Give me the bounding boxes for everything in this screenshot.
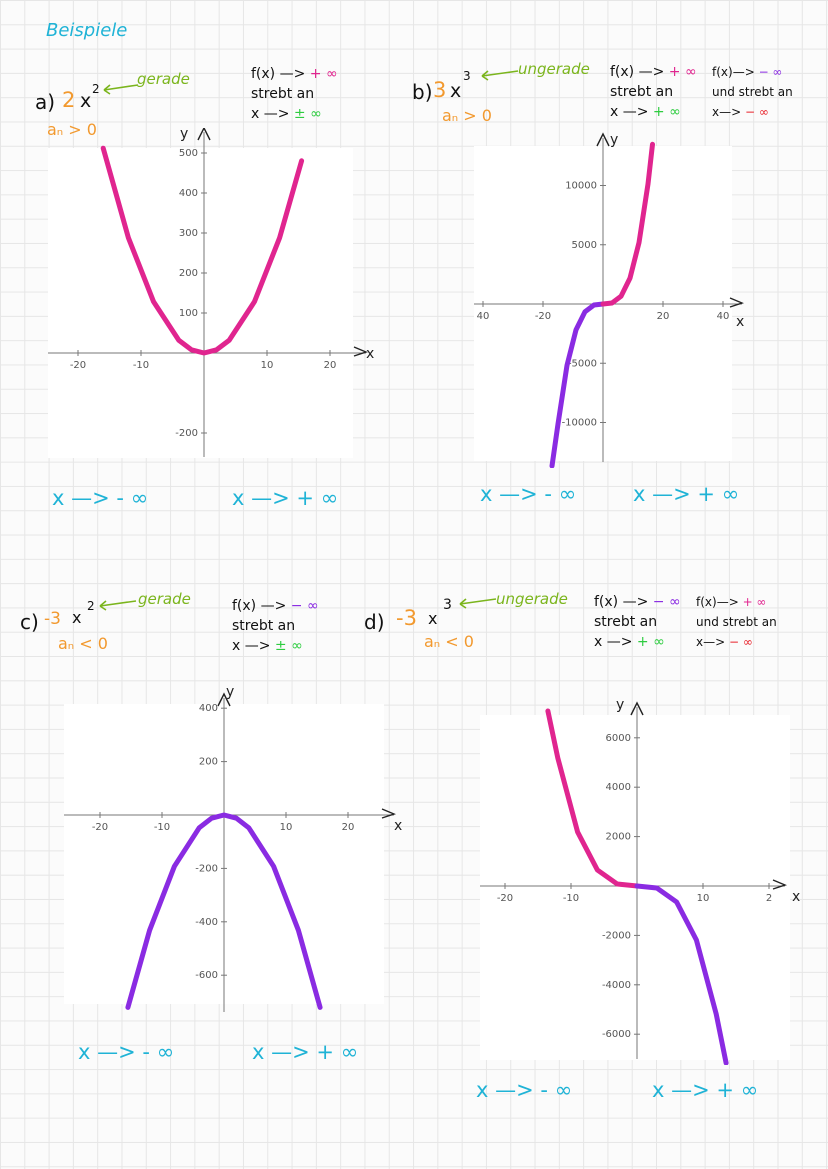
y-tick-label: -200	[195, 863, 218, 875]
note-value: + ∞	[652, 104, 681, 120]
y-tick-label: -2000	[601, 930, 631, 942]
exponent: 3	[463, 69, 471, 83]
y-tick-label: 200	[178, 268, 198, 279]
y-tick-label: 300	[178, 228, 198, 239]
y-tick-label: 6000	[605, 732, 631, 744]
exponent: 3	[443, 597, 452, 613]
y-tick-label: -5000	[567, 358, 597, 370]
limit-left: x —> - ∞	[480, 482, 577, 506]
note-line3: x —>	[610, 104, 653, 120]
parity-label: ungerade	[496, 590, 568, 608]
note-line2: und strebt an	[696, 615, 777, 629]
x-tick-label: 10	[696, 893, 710, 904]
note-value: − ∞	[652, 594, 681, 610]
note-line3: x —>	[594, 634, 637, 650]
coefficient: -3	[44, 609, 61, 629]
y-axis-name: y	[226, 684, 235, 700]
note-value: − ∞	[290, 598, 319, 614]
note-line1: f(x) —>	[251, 66, 310, 82]
example-label: a)	[35, 90, 56, 114]
behaviour-note	[610, 62, 697, 122]
limit-left: x —> - ∞	[52, 486, 149, 510]
note-value: ± ∞	[274, 638, 303, 654]
arrow-icon	[96, 596, 138, 612]
parity-label: gerade	[138, 590, 191, 608]
note-line2: und strebt an	[712, 85, 793, 99]
x-tick-label: 20	[341, 822, 355, 833]
parity-label: ungerade	[518, 60, 590, 78]
note-line1: f(x) —>	[610, 64, 669, 80]
limit-left: x —> - ∞	[476, 1078, 573, 1102]
leading-coefficient-sign: aₙ < 0	[424, 632, 474, 651]
note-line1: f(x) —>	[594, 594, 653, 610]
coefficient: 3	[433, 78, 447, 102]
x-axis-name: x	[366, 346, 375, 362]
limit-right: x —> + ∞	[252, 1040, 359, 1064]
note-value: + ∞	[309, 66, 338, 82]
x-tick-label: -10	[132, 360, 150, 371]
note-value: − ∞	[758, 65, 783, 79]
y-tick-label: -600	[195, 970, 218, 982]
note-line3: x—>	[696, 635, 729, 649]
note-line2: strebt an	[610, 84, 674, 100]
note-line3: x—>	[712, 105, 745, 119]
variable: x	[428, 609, 438, 628]
x-tick-label: 40	[716, 311, 730, 322]
y-tick-label: -400	[195, 916, 218, 928]
y-axis-name: y	[616, 697, 625, 713]
y-tick-label: 4000	[605, 782, 631, 794]
x-axis-arrow-icon	[354, 347, 366, 356]
x-tick-label: -20	[69, 360, 87, 371]
exponent: 2	[87, 599, 95, 613]
note-value: − ∞	[728, 635, 753, 649]
x-axis-name: x	[792, 889, 801, 905]
note-line1: f(x)—>	[696, 595, 743, 609]
variable: x	[72, 608, 82, 627]
note-line3: x —>	[232, 638, 275, 654]
y-tick-label: 200	[198, 756, 218, 768]
y-tick-label: -6000	[601, 1029, 631, 1041]
behaviour-note	[594, 592, 681, 652]
note-value: + ∞	[742, 595, 767, 609]
note-value: ± ∞	[293, 106, 322, 122]
plot-d	[480, 695, 810, 1065]
variable: x	[80, 90, 92, 112]
y-tick-label: -10000	[561, 417, 597, 429]
behaviour-note	[251, 64, 338, 124]
x-tick-label: -20	[534, 311, 552, 322]
note-line2: strebt an	[251, 86, 315, 102]
x-tick-label: -10	[153, 822, 171, 833]
x-tick-label: 40	[476, 311, 490, 322]
y-tick-label: 5000	[571, 239, 597, 251]
y-tick-label: -4000	[601, 979, 631, 991]
coefficient: -3	[396, 606, 417, 630]
x-tick-label: 2	[765, 893, 773, 904]
note-line1: f(x) —>	[232, 598, 291, 614]
plot-c	[64, 684, 412, 1018]
y-tick-label: 10000	[565, 180, 597, 192]
limit-right: x —> + ∞	[232, 486, 339, 510]
exponent: 2	[92, 82, 100, 96]
behaviour-note	[712, 62, 793, 122]
y-axis-name: y	[180, 128, 189, 142]
x-tick-label: 10	[260, 360, 274, 371]
y-tick-label: 400	[198, 703, 218, 715]
variable: x	[450, 80, 462, 102]
y-tick-label: 400	[178, 188, 198, 199]
leading-coefficient-sign: aₙ < 0	[58, 634, 108, 653]
behaviour-note	[696, 592, 777, 652]
note-line2: strebt an	[232, 618, 296, 634]
limit-left: x —> - ∞	[78, 1040, 175, 1064]
plot-area	[48, 148, 353, 458]
y-tick-label: 2000	[605, 831, 631, 843]
note-value: + ∞	[636, 634, 665, 650]
coefficient: 2	[62, 88, 76, 112]
x-tick-label: 20	[323, 360, 337, 371]
example-label: c)	[20, 610, 39, 634]
parity-label: gerade	[137, 70, 190, 88]
note-value: + ∞	[668, 64, 697, 80]
arrow-icon	[478, 66, 520, 82]
x-axis-name: x	[394, 818, 403, 834]
arrow-icon	[456, 594, 498, 610]
leading-coefficient-sign: aₙ > 0	[442, 106, 492, 125]
leading-coefficient-sign: aₙ > 0	[47, 120, 97, 139]
x-tick-label: 10	[279, 822, 293, 833]
note-line2: strebt an	[594, 614, 658, 630]
x-tick-label: 20	[656, 311, 670, 322]
note-line3: x —>	[251, 106, 294, 122]
y-tick-label: -200	[175, 428, 198, 439]
behaviour-note	[232, 596, 319, 656]
x-tick-label: -20	[91, 822, 109, 833]
page-title: Beispiele	[46, 20, 128, 41]
y-axis-name: y	[610, 132, 619, 148]
note-line1: f(x)—>	[712, 65, 759, 79]
plot-b	[474, 126, 756, 468]
note-value: − ∞	[744, 105, 769, 119]
limit-right: x —> + ∞	[652, 1078, 759, 1102]
x-tick-label: -20	[496, 893, 514, 904]
x-tick-label: -10	[562, 893, 580, 904]
plot-a	[48, 128, 378, 463]
y-tick-label: 500	[178, 148, 198, 159]
arrow-icon	[100, 80, 140, 96]
example-label: d)	[364, 610, 385, 634]
limit-right: x —> + ∞	[633, 482, 740, 506]
example-label: b)	[412, 80, 433, 104]
y-tick-label: 100	[178, 308, 198, 319]
x-axis-name: x	[736, 314, 745, 330]
